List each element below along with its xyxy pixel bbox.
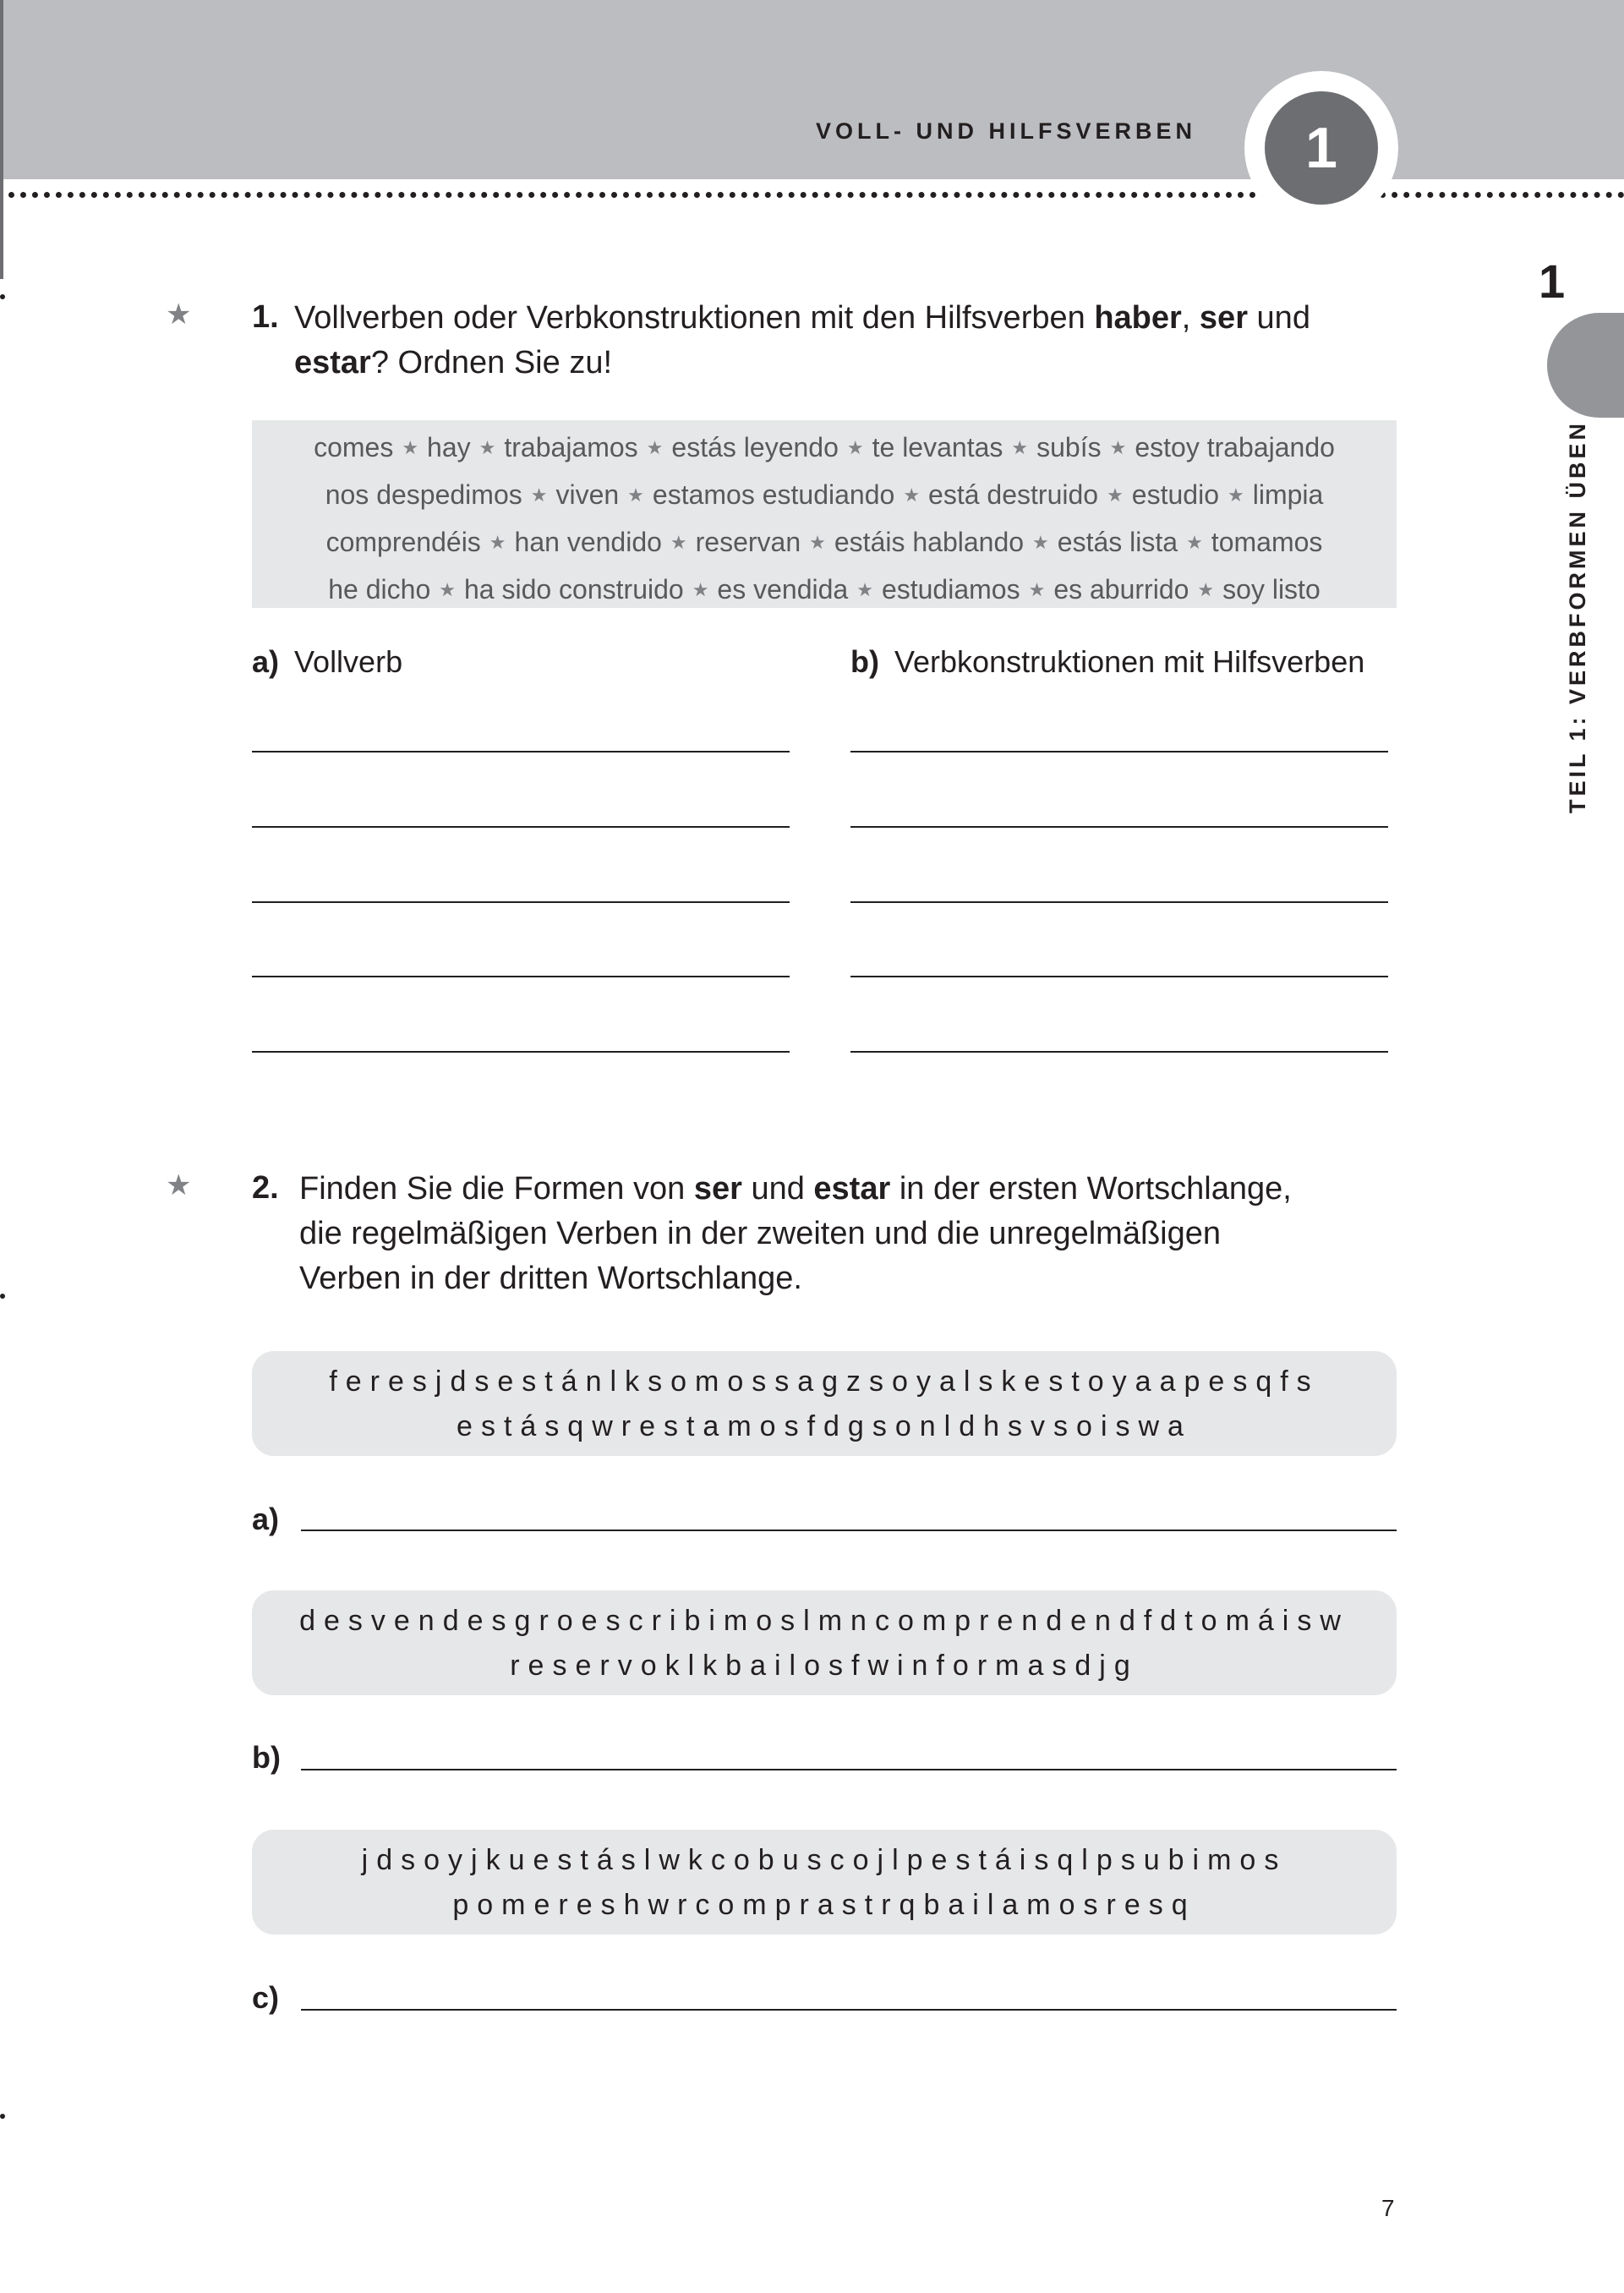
difficulty-star-icon: ★ — [166, 298, 192, 331]
side-chapter-number: 1 — [1539, 254, 1566, 308]
word-snake-line: estásqwrestamosfdgsonldhsvsoiswa — [457, 1410, 1192, 1442]
edge-mark — [0, 1294, 5, 1299]
answer-line-b[interactable] — [850, 1051, 1388, 1053]
column-a-label: a) — [252, 644, 280, 679]
word-bank-item: ha sido construido — [463, 574, 684, 605]
difficulty-star-icon: ★ — [166, 1169, 192, 1201]
word-bank-row — [252, 473, 1397, 520]
answer-line-b[interactable] — [850, 901, 1388, 903]
word-bank-item: está destruido — [928, 479, 1099, 510]
page-edge-bar — [0, 0, 3, 279]
separator-star-icon: ★ — [1107, 484, 1124, 506]
separator-star-icon: ★ — [1011, 437, 1029, 458]
header-title: VOLL- UND HILFSVERBEN — [816, 118, 1197, 144]
word-bank-item: hay — [427, 432, 471, 462]
task-number: 1. — [252, 299, 279, 335]
word-bank-item: estudio — [1131, 479, 1219, 510]
separator-star-icon: ★ — [846, 437, 864, 458]
word-snake-3 — [252, 1830, 1397, 1935]
separator-star-icon: ★ — [478, 437, 496, 458]
separator-star-icon: ★ — [1186, 532, 1203, 553]
separator-star-icon: ★ — [856, 579, 873, 600]
column-a-title: Vollverb — [294, 644, 403, 679]
column-b-title: Verbkonstruktionen mit Hilfsverben — [894, 644, 1365, 679]
word-bank-item: estás leyendo — [671, 432, 839, 462]
separator-star-icon: ★ — [627, 484, 644, 506]
word-snake-line: reservoklkbailosfwinformasdjg — [510, 1650, 1139, 1682]
separator-star-icon: ★ — [1109, 437, 1127, 458]
word-bank-item: han vendido — [514, 527, 662, 557]
instruction-line: Finden Sie die Formen von ser und estar in der ersten Wortschlange, — [299, 1171, 1292, 1207]
word-bank-item: comes — [314, 432, 394, 462]
word-bank-item: estás lista — [1057, 527, 1178, 557]
answer-line-b[interactable] — [850, 976, 1388, 977]
side-chapter-tab — [1547, 313, 1624, 418]
edge-mark — [0, 2114, 5, 2119]
answer-line-a[interactable] — [252, 751, 790, 752]
word-bank-row — [252, 567, 1397, 615]
answer-label-b: b) — [252, 1740, 281, 1775]
task-instruction — [294, 296, 1410, 386]
separator-star-icon: ★ — [692, 579, 709, 600]
word-bank-item: estáis hablando — [834, 527, 1025, 557]
answer-line-b[interactable] — [850, 751, 1388, 752]
word-bank-item: limpia — [1252, 479, 1324, 510]
answer-line-a[interactable] — [252, 976, 790, 977]
separator-star-icon: ★ — [1197, 579, 1215, 600]
separator-star-icon: ★ — [1227, 484, 1244, 506]
instruction-line: die regelmäßigen Verben in der zweiten und die unregelmäßigen — [299, 1216, 1222, 1251]
task-instruction — [299, 1167, 1398, 1301]
answer-line-snake-a[interactable] — [301, 1530, 1397, 1531]
word-bank-item: viven — [555, 479, 620, 510]
word-bank-rows — [252, 425, 1397, 615]
separator-star-icon: ★ — [530, 484, 548, 506]
separator-star-icon: ★ — [489, 532, 506, 553]
answer-line-a[interactable] — [252, 1051, 790, 1053]
instruction-line: Vollverben oder Verbkonstruktionen mit den Hilfsverben haber, ser und — [294, 300, 1310, 336]
word-bank-item: he dicho — [328, 574, 431, 605]
word-snake-2 — [252, 1590, 1397, 1695]
answer-label-c: c) — [252, 1980, 280, 2015]
word-bank-item: nos despedimos — [325, 479, 522, 510]
word-bank-row — [252, 425, 1397, 473]
page-number: 7 — [1381, 2195, 1395, 2221]
edge-mark — [0, 294, 5, 299]
word-snake-line: desvendesgroescribimoslmncomprendendfdtomáisw — [299, 1605, 1349, 1637]
word-bank-item: te levantas — [872, 432, 1003, 462]
word-bank — [252, 420, 1397, 608]
word-bank-item: soy listo — [1222, 574, 1321, 605]
separator-star-icon: ★ — [1032, 532, 1049, 553]
word-snake-line: jdsoyjkuestáslwkcobuscojlpestáisqlpsubimos — [361, 1844, 1288, 1876]
word-bank-item: subís — [1036, 432, 1102, 462]
separator-star-icon: ★ — [402, 437, 419, 458]
separator-star-icon: ★ — [903, 484, 921, 506]
instruction-line: Verben in der dritten Wortschlange. — [299, 1261, 802, 1296]
separator-star-icon: ★ — [439, 579, 456, 600]
column-b-heading — [850, 644, 1364, 680]
word-bank-item: es aburrido — [1053, 574, 1189, 605]
word-bank-item: trabajamos — [504, 432, 638, 462]
word-snake-1 — [252, 1351, 1397, 1456]
word-snake-line: feresjdsestánlksomossagzsoyalskestoyaapesqfs — [329, 1365, 1320, 1398]
separator-star-icon: ★ — [670, 532, 687, 553]
separator-star-icon: ★ — [809, 532, 826, 553]
column-a-heading — [252, 644, 402, 680]
answer-line-a[interactable] — [252, 826, 790, 828]
word-bank-item: comprendéis — [325, 527, 481, 557]
word-bank-item: estamos estudiando — [652, 479, 895, 510]
word-bank-item: estoy trabajando — [1135, 432, 1335, 462]
column-b-label: b) — [850, 644, 879, 679]
header-dotted-rule-right — [1380, 192, 1624, 198]
word-bank-item: es vendida — [717, 574, 849, 605]
answer-line-a[interactable] — [252, 901, 790, 903]
word-bank-row — [252, 520, 1397, 567]
separator-star-icon: ★ — [1028, 579, 1046, 600]
side-section-label: TEIL 1: VERBFORMEN ÜBEN — [1565, 419, 1590, 813]
chapter-badge: 1 — [1265, 91, 1378, 205]
header-dotted-rule-left — [8, 192, 1268, 198]
instruction-line: estar? Ordnen Sie zu! — [294, 345, 613, 380]
word-bank-item: tomamos — [1211, 527, 1323, 557]
word-snake-line: pomereshwrcomprastrqbailamosresq — [452, 1889, 1196, 1921]
task-number: 2. — [252, 1170, 279, 1206]
word-bank-item: estudiamos — [881, 574, 1020, 605]
answer-line-b[interactable] — [850, 826, 1388, 828]
answer-line-snake-b[interactable] — [301, 1769, 1397, 1770]
answer-label-a: a) — [252, 1502, 280, 1536]
separator-star-icon: ★ — [646, 437, 664, 458]
word-bank-item: reservan — [695, 527, 801, 557]
answer-line-snake-c[interactable] — [301, 2009, 1397, 2011]
